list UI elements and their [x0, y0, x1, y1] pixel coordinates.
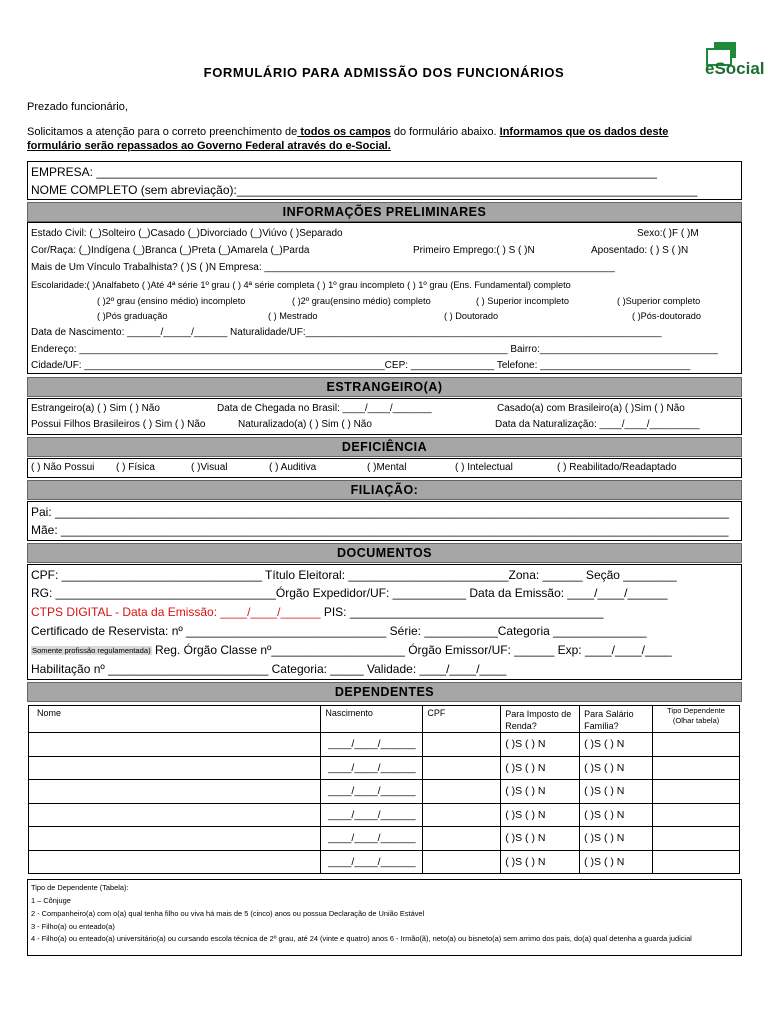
primeiro-emprego-field[interactable]: Primeiro Emprego:( ) S ( )N	[413, 245, 535, 256]
dependente-nome-cell[interactable]	[29, 756, 321, 780]
pai-field[interactable]: Pai: _____________________________________________________________________________________________________	[31, 505, 730, 519]
dependente-cpf-cell[interactable]	[423, 803, 501, 827]
dependente-sf-cell[interactable]: ( )S ( ) N	[580, 850, 653, 874]
dependente-sf-cell[interactable]: ( )S ( ) N	[580, 733, 653, 757]
cpf-titulo-field[interactable]: CPF: ______________________________ Título Eleitoral: ________________________Zona: ______ Seção ________	[31, 568, 677, 582]
dependente-nascimento-cell[interactable]: ____/____/______	[321, 756, 423, 780]
dependente-nascimento-cell[interactable]: ____/____/______	[321, 733, 423, 757]
deficiencia-reabilitado[interactable]: ( ) Reabilitado/Readaptado	[557, 462, 677, 473]
intro-line-2: formulário serão repassados ao Governo Federal através do e-Social.	[27, 140, 391, 152]
dependente-sf-cell[interactable]: ( )S ( ) N	[580, 780, 653, 804]
dependente-sf-cell[interactable]: ( )S ( ) N	[580, 827, 653, 851]
dependente-tipo-cell[interactable]	[653, 733, 740, 757]
deficiencia-intelectual[interactable]: ( ) Intelectual	[455, 462, 513, 473]
dependente-nascimento-cell[interactable]: ____/____/______	[321, 850, 423, 874]
data-chegada-field[interactable]: Data de Chegada no Brasil: ____/____/_______	[217, 403, 432, 414]
legend-item-4: 4 - Filho(a) ou enteado(a) universitário(a) ou cursando escola técnica de 2º grau, até 24 (vinte e quatro) anos 6 - Irmão(ã), neto(a) ou bisneto(a) sem arrimo dos pais, do(a) qual detenha a guarda judicial	[31, 934, 692, 943]
table-row	[29, 733, 740, 757]
escolaridade-2a[interactable]: ( )2º grau (ensino médio) incompleto	[97, 296, 246, 306]
ctps-pis-field[interactable]: CTPS DIGITAL - Data da Emissão: ____/____/______ PIS: ______________________________________	[31, 605, 604, 619]
dependente-nome-cell[interactable]	[29, 850, 321, 874]
dependente-nome-cell[interactable]	[29, 733, 321, 757]
escolaridade-line-1[interactable]: Escolaridade:( )Analfabeto ( )Até 4ª série 1º grau ( ) 4ª série completa ( ) 1º grau incompleto ( ) 1º grau (Ens. Fundamental) completo	[31, 280, 571, 290]
dependente-tipo-cell[interactable]	[653, 850, 740, 874]
dependente-sf-cell[interactable]: ( )S ( ) N	[580, 756, 653, 780]
cor-raca-field[interactable]: Cor/Raça: (_)Indígena (_)Branca (_)Preta (_)Amarela (_)Parda	[31, 245, 310, 256]
deficiencia-visual[interactable]: ( )Visual	[191, 462, 228, 473]
escolaridade-3c[interactable]: ( ) Doutorado	[444, 311, 499, 321]
tipo-dependente-legend	[27, 879, 742, 956]
dependente-tipo-cell[interactable]	[653, 780, 740, 804]
header-imposto-renda: Para Imposto de Renda?	[501, 706, 580, 733]
header-cpf: CPF	[423, 706, 501, 733]
table-row	[29, 850, 740, 874]
legend-item-2: 2 - Companheiro(a) com o(a) qual tenha filho ou viva há mais de 5 (cinco) anos ou possua Declaração de União Estável	[31, 909, 425, 918]
escolaridade-3a[interactable]: ( )Pós graduação	[97, 311, 168, 321]
header-salario-familia: Para Salário Família?	[580, 706, 653, 733]
legend-item-1: 1 – Cônjuge	[31, 896, 71, 905]
section-documentos: DOCUMENTOS	[27, 543, 742, 563]
section-filiacao: FILIAÇÃO:	[27, 480, 742, 500]
escolaridade-2d[interactable]: ( )Superior completo	[617, 296, 701, 306]
greeting: Prezado funcionário,	[27, 101, 128, 113]
dependente-tipo-cell[interactable]	[653, 756, 740, 780]
escolaridade-3b[interactable]: ( ) Mestrado	[268, 311, 318, 321]
naturalizado-field[interactable]: Naturalizado(a) ( ) Sim ( ) Não	[238, 419, 372, 430]
table-header-row	[29, 706, 740, 733]
dependente-ir-cell[interactable]: ( )S ( ) N	[501, 850, 580, 874]
dependente-ir-cell[interactable]: ( )S ( ) N	[501, 756, 580, 780]
casado-brasileiro-field[interactable]: Casado(a) com Brasileiro(a) ( )Sim ( ) Não	[497, 403, 685, 414]
data-naturalizacao-field[interactable]: Data da Naturalização: ____/____/_________	[495, 419, 700, 430]
dependente-cpf-cell[interactable]	[423, 827, 501, 851]
table-row	[29, 827, 740, 851]
table-row	[29, 756, 740, 780]
table-row	[29, 780, 740, 804]
dependente-nascimento-cell[interactable]: ____/____/______	[321, 827, 423, 851]
dependente-cpf-cell[interactable]	[423, 756, 501, 780]
nome-completo-field[interactable]: NOME COMPLETO (sem abreviação):_____________________________________________________________________	[31, 183, 698, 197]
table-row	[29, 803, 740, 827]
header-tipo-dependente: Tipo Dependente (Olhar tabela)	[653, 706, 740, 733]
dependente-cpf-cell[interactable]	[423, 850, 501, 874]
dependente-nome-cell[interactable]	[29, 780, 321, 804]
section-estrangeiro: ESTRANGEIRO(A)	[27, 377, 742, 397]
header-nascimento: Nascimento	[321, 706, 423, 733]
section-dependentes: DEPENDENTES	[27, 682, 742, 702]
nascimento-field[interactable]: Data de Nascimento: ______/_____/______ Naturalidade/UF:________________________________________________________________	[31, 327, 662, 338]
intro-line-1: Solicitamos a atenção para o correto preenchimento de todos os campos do formulário abaixo. Informamos que os dados deste	[27, 126, 669, 138]
mae-field[interactable]: Mãe: ____________________________________________________________________________________________________	[31, 523, 729, 537]
dependente-nascimento-cell[interactable]: ____/____/______	[321, 780, 423, 804]
dependente-nascimento-cell[interactable]: ____/____/______	[321, 803, 423, 827]
form-title: FORMULÁRIO PARA ADMISSÃO DOS FUNCIONÁRIOS	[203, 65, 565, 80]
dependente-ir-cell[interactable]: ( )S ( ) N	[501, 780, 580, 804]
estrangeiro-field[interactable]: Estrangeiro(a) ( ) Sim ( ) Não	[31, 403, 160, 414]
cidade-field[interactable]: Cidade/UF: ______________________________________________________CEP: _______________ Telefone: ___________________________	[31, 360, 691, 371]
estado-civil-field[interactable]: Estado Civil: (_)Solteiro (_)Casado (_)Divorciado (_)Viúvo ( )Separado	[31, 228, 343, 239]
dependente-cpf-cell[interactable]	[423, 780, 501, 804]
habilitacao-field[interactable]: Habilitação nº ________________________ Categoria: _____ Validade: ____/____/____	[31, 662, 507, 676]
legend-item-3: 3 - Filho(a) ou enteado(a)	[31, 922, 115, 931]
deficiencia-auditiva[interactable]: ( ) Auditiva	[269, 462, 317, 473]
dependente-nome-cell[interactable]	[29, 827, 321, 851]
escolaridade-2b[interactable]: ( )2º grau(ensino médio) completo	[292, 296, 431, 306]
rg-field[interactable]: RG: _________________________________Órgão Expedidor/UF: ___________ Data da Emissão: ____/____/______	[31, 586, 668, 600]
section-deficiencia: DEFICIÊNCIA	[27, 437, 742, 457]
sexo-field[interactable]: Sexo:( )F ( )M	[637, 228, 699, 239]
dependente-tipo-cell[interactable]	[653, 803, 740, 827]
escolaridade-2c[interactable]: ( ) Superior incompleto	[476, 296, 569, 306]
registro-classe-field[interactable]: Somente profissão regulamentada) Reg. Órgão Classe nº____________________ Órgão Emissor/UF: ______ Exp: ____/____/____	[32, 643, 672, 657]
dependente-ir-cell[interactable]: ( )S ( ) N	[501, 733, 580, 757]
deficiencia-fisica[interactable]: ( ) Física	[116, 462, 155, 473]
esocial-logo-text: eSocial	[705, 59, 765, 78]
dependente-sf-cell[interactable]: ( )S ( ) N	[580, 803, 653, 827]
escolaridade-3d[interactable]: ( )Pós-doutorado	[632, 311, 701, 321]
filhos-brasileiros-field[interactable]: Possui Filhos Brasileiros ( ) Sim ( ) Não	[31, 419, 206, 430]
dependente-cpf-cell[interactable]	[423, 733, 501, 757]
header-nome: Nome	[29, 706, 321, 733]
deficiencia-nao-possui[interactable]: ( ) Não Possui	[31, 462, 95, 473]
dependente-nome-cell[interactable]	[29, 803, 321, 827]
aposentado-field[interactable]: Aposentado: ( ) S ( )N	[591, 245, 689, 256]
dependente-ir-cell[interactable]: ( )S ( ) N	[501, 827, 580, 851]
reservista-field[interactable]: Certificado de Reservista: nº ______________________________ Série: ___________Categoria ______________	[31, 624, 647, 638]
empresa-field[interactable]: EMPRESA: ____________________________________________________________________________________	[31, 165, 657, 179]
deficiencia-mental[interactable]: ( )Mental	[367, 462, 407, 473]
section-preliminares: INFORMAÇÕES PRELIMINARES	[27, 202, 742, 222]
dependentes-table	[28, 705, 740, 874]
dependente-tipo-cell[interactable]	[653, 827, 740, 851]
endereco-field[interactable]: Endereço: _____________________________________________________________________________ Bairro:________________________________	[31, 344, 718, 355]
dependente-ir-cell[interactable]: ( )S ( ) N	[501, 803, 580, 827]
legend-title: Tipo de Dependente (Tabela):	[31, 883, 129, 892]
mais-vinculo-field[interactable]: Mais de Um Vínculo Trabalhista? ( )S ( )N Empresa: _______________________________________________________________	[31, 262, 615, 273]
